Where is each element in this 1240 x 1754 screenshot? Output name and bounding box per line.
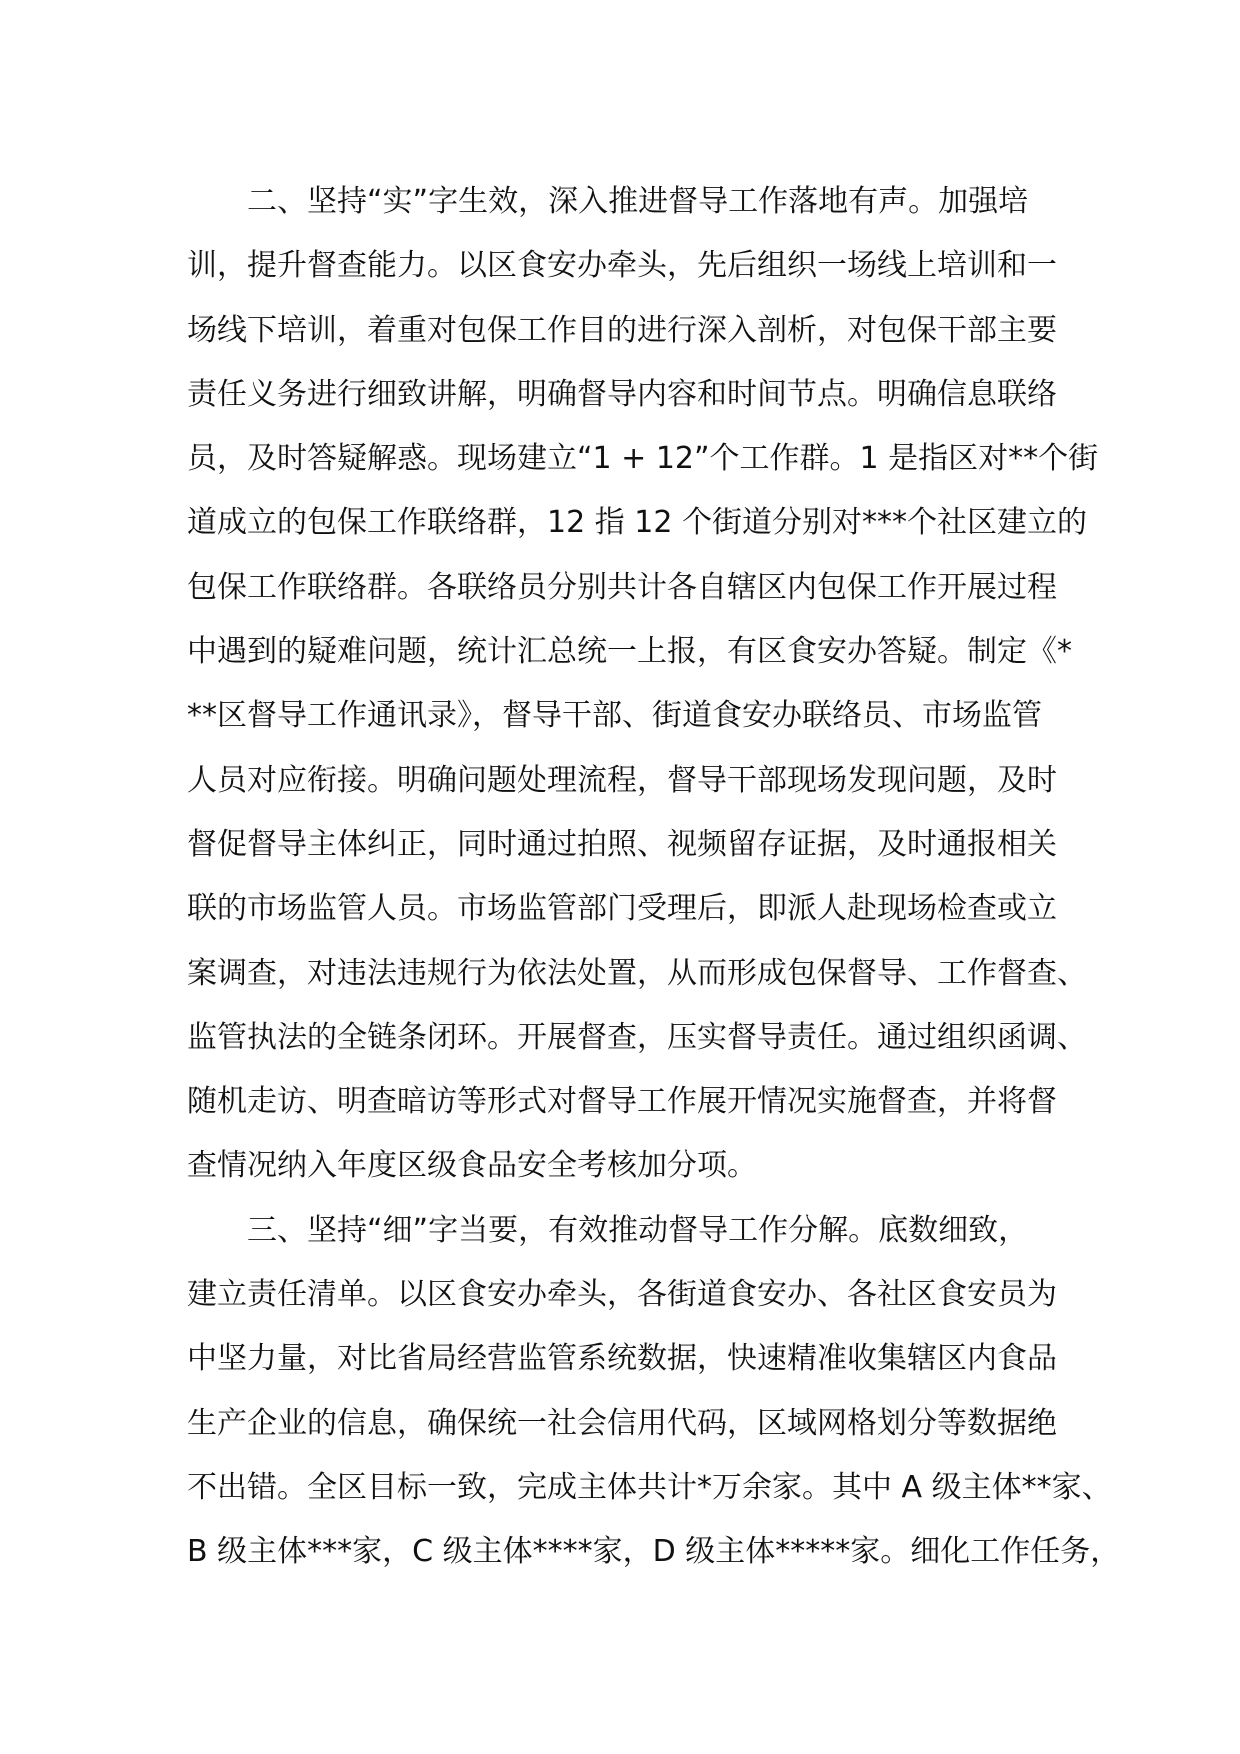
paragraph-3-line-5: 不出错。全区目标一致，完成主体共计*万余家。其中 A 级主体**家、 xyxy=(187,1469,1112,1505)
paragraph-3-line-6: B 级主体***家，C 级主体****家，D 级主体*****家。细化工作任务， xyxy=(187,1534,1121,1570)
paragraph-2-line-10: 人员对应衔接。明确问题处理流程，督导干部现场发现问题，及时 xyxy=(187,762,1057,798)
paragraph-3-line-4: 生产企业的信息，确保统一社会信用代码，区域网格划分等数据绝 xyxy=(187,1405,1057,1441)
paragraph-2-line-1: 二、坚持“实”字生效，深入推进督导工作落地有声。加强培 xyxy=(247,184,1029,219)
paragraph-2-line-4: 责任义务进行细致讲解，明确督导内容和时间节点。明确信息联络 xyxy=(187,376,1057,412)
paragraph-2-line-3: 场线下培训，着重对包保工作目的进行深入剖析，对包保干部主要 xyxy=(187,312,1057,348)
paragraph-3-line-1: 三、坚持“细”字当要，有效推动督导工作分解。底数细致， xyxy=(247,1212,1029,1248)
paragraph-2-line-16: 查情况纳入年度区级食品安全考核加分项。 xyxy=(187,1148,757,1184)
paragraph-2-line-2: 训，提升督查能力。以区食安办牵头，先后组织一场线上培训和一 xyxy=(187,248,1057,284)
paragraph-2-line-9: **区督导工作通讯录》，督导干部、街道食安办联络员、市场监管 xyxy=(187,698,1042,734)
document-body xyxy=(187,170,1121,1585)
paragraph-2-line-7: 包保工作联络群。各联络员分别共计各自辖区内包保工作开展过程 xyxy=(187,569,1057,605)
paragraph-2-line-8: 中遇到的疑难问题，统计汇总统一上报，有区食安办答疑。制定《* xyxy=(187,634,1072,670)
paragraph-3-line-3: 中坚力量，对比省局经营监管系统数据，快速精准收集辖区内食品 xyxy=(187,1341,1057,1377)
paragraph-2-line-14: 监管执法的全链条闭环。开展督查，压实督导责任。通过组织函调、 xyxy=(187,1019,1087,1055)
paragraph-2-line-11: 督促督导主体纠正，同时通过拍照、视频留存证据，及时通报相关 xyxy=(187,826,1057,862)
paragraph-2-line-5: 员，及时答疑解惑。现场建立“1 + 12”个工作群。1 是指区对**个街 xyxy=(187,441,1099,477)
paragraph-2-line-12: 联的市场监管人员。市场监管部门受理后，即派人赴现场检查或立 xyxy=(187,891,1057,927)
paragraph-2-line-6: 道成立的包保工作联络群，12 指 12 个街道分别对***个社区建立的 xyxy=(187,505,1087,541)
paragraph-2-line-13: 案调查，对违法违规行为依法处置，从而形成包保督导、工作督查、 xyxy=(187,955,1087,991)
paragraph-2-line-15: 随机走访、明查暗访等形式对督导工作展开情况实施督查，并将督 xyxy=(187,1084,1057,1120)
paragraph-3-line-2: 建立责任清单。以区食安办牵头，各街道食安办、各社区食安员为 xyxy=(187,1277,1057,1313)
